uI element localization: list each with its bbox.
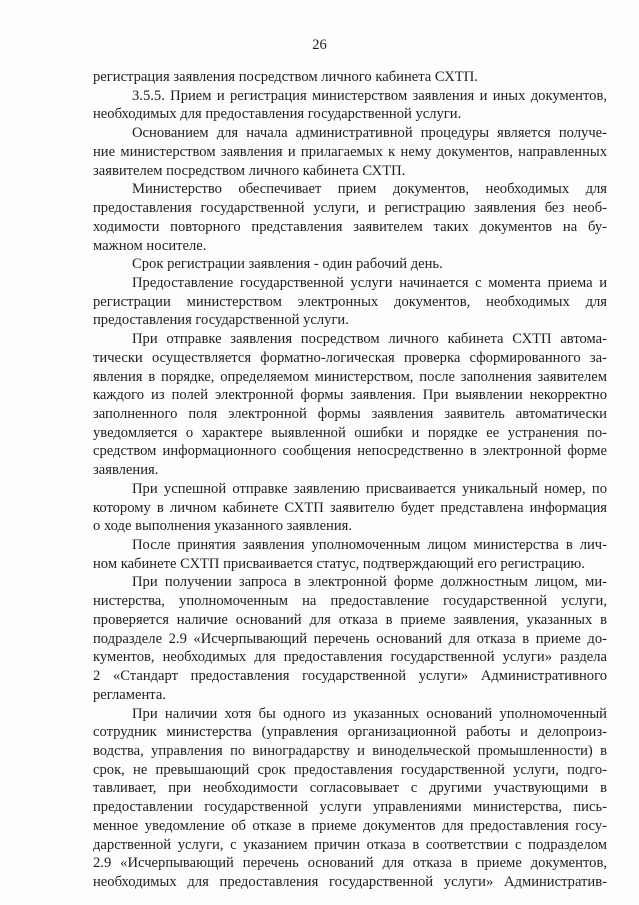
text-line: заявителем посредством личного кабинета СХТП. bbox=[93, 162, 406, 179]
text-line: тически осуществляется форматно-логическая проверка сформированного за- bbox=[93, 349, 607, 366]
text-line: срок, не превышающий срок предоставления государственной услуги, подго- bbox=[93, 761, 607, 778]
text-line: регистрация заявления посредством личного кабинета СХТП. bbox=[93, 69, 478, 85]
text-line: мажном носителе. bbox=[93, 237, 207, 254]
text-line: уведомляется о характере выявленной ошибки и порядке ее устранения по- bbox=[93, 424, 607, 441]
text-line: 2 «Стандарт предоставления государственной услуги» Административного bbox=[93, 668, 607, 684]
text-line: средством информационного сообщения непосредственно в электронной форме bbox=[93, 443, 607, 460]
text-line: Предоставление государственной услуги начинается с момента приема и bbox=[132, 274, 607, 291]
text-line: регламента. bbox=[93, 686, 166, 703]
text-line: подразделе 2.9 «Исчерпывающий перечень оснований для отказа в приеме до- bbox=[93, 630, 607, 647]
text-line: Министерство обеспечивает прием документов, необходимых для bbox=[132, 181, 607, 198]
text-line: При успешной отправке заявлению присваивается уникальный номер, по bbox=[132, 480, 607, 497]
text-line: После принятия заявления уполномоченным лицом министерства в лич- bbox=[132, 537, 607, 553]
text-line: предоставления государственной услуги, и регистрацию заявления без необ- bbox=[93, 200, 607, 216]
text-line: предоставлении государственной услуги управлениями министерства, пись- bbox=[93, 799, 607, 816]
text-line: явления в порядке, определяемом министерством, после заполнения заявителем bbox=[93, 368, 607, 385]
text-line: заявления. bbox=[93, 462, 159, 479]
text-line: водства, управления по виноградарству и винодельческой промышленности) в bbox=[93, 742, 607, 759]
text-line: ние министерством заявления и прилагаемых к нему документов, направленных bbox=[93, 143, 607, 160]
page-number: 26 bbox=[312, 37, 327, 53]
text-line: заполненного поля электронной формы заявления заявитель автоматически bbox=[93, 406, 607, 422]
text-line: предоставления государственной услуги. bbox=[93, 312, 349, 329]
text-line: При наличии хотя бы одного из указанных оснований уполномоченный bbox=[132, 705, 607, 722]
text-line: ном кабинете СХТП присваивается статус, подтверждающий его регистрацию. bbox=[93, 555, 585, 572]
text-line: дарственной услуги, с указанием причин отказа в соответствии с подразделом bbox=[93, 836, 607, 853]
text-line: Срок регистрации заявления - один рабочий день. bbox=[132, 256, 443, 273]
text-line: 3.5.5. Прием и регистрация министерством заявления и иных документов, bbox=[132, 87, 607, 104]
text-line: необходимых для предоставления государственной услуги» Административ- bbox=[93, 874, 607, 890]
text-line: ходимости повторного представления заявителем таких документов на бу- bbox=[93, 218, 607, 235]
text-line: сотрудник министерства (управления организационной работы и делопроиз- bbox=[93, 724, 607, 741]
text-line: Основанием для начала административной процедуры является получе- bbox=[132, 125, 607, 142]
text-line: необходимых для предоставления государственной услуги. bbox=[93, 106, 462, 123]
text-line: кументов, необходимых для предоставления государственной услуги» раздела bbox=[93, 649, 607, 666]
text-line: 2.9 «Исчерпывающий перечень оснований для отказа в приеме документов, bbox=[93, 855, 607, 872]
text-line: При получении запроса в электронной форме должностным лицом, ми- bbox=[132, 574, 607, 591]
text-line: менное уведомление об отказе в приеме документов для предоставления госу- bbox=[93, 817, 607, 834]
text-line: о ходе выполнения указанного заявления. bbox=[93, 518, 353, 535]
text-line: проверяется наличие оснований для отказа в приеме заявления, указанных в bbox=[93, 611, 607, 628]
text-line: каждого из полей электронной формы заявления. При выявлении некорректно bbox=[93, 387, 607, 404]
text-line: которому в личном кабинете СХТП заявителю будет представлена информация bbox=[93, 499, 607, 516]
text-line: При отправке заявления посредством личного кабинета СХТП автома- bbox=[132, 331, 607, 348]
text-line: регистрации министерством электронных документов, необходимых для bbox=[93, 293, 607, 310]
text-line: нистерства, уполномоченным на предоставление государственной услуги, bbox=[93, 593, 607, 610]
text-line: тавливает, при необходимости согласовывает с другими участвующими в bbox=[93, 780, 607, 797]
